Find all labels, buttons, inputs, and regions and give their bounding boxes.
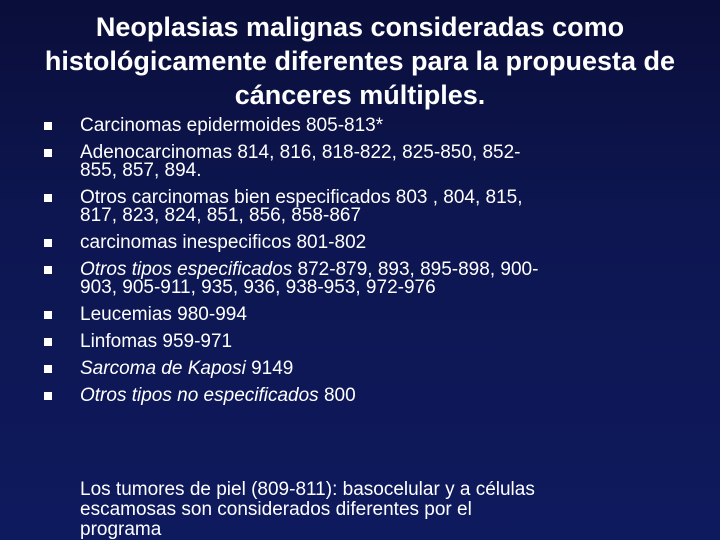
- bullet-text: 800: [318, 385, 356, 406]
- bullet-line: Adenocarcinomas 814, 816, 818-822, 825-850, 852-: [80, 142, 521, 163]
- bullet-line: Otros carcinomas bien especificados 803 , 804, 815,: [80, 187, 523, 208]
- square-bullet-icon: [44, 311, 52, 319]
- bullet-item: [40, 117, 680, 135]
- square-bullet-icon: [44, 266, 52, 274]
- bullet-list: [40, 117, 680, 414]
- square-bullet-icon: [44, 149, 52, 157]
- bullet-line: Leucemias 980-994: [80, 304, 247, 325]
- bullet-line: [80, 387, 680, 405]
- bullet-item: [40, 387, 680, 405]
- square-bullet-icon: [44, 365, 52, 373]
- bullet-item: [40, 360, 680, 378]
- square-bullet-icon: [44, 239, 52, 247]
- square-bullet-icon: [44, 392, 52, 400]
- slide-title: [20, 10, 700, 112]
- bullet-item: [40, 261, 680, 297]
- title-line: cánceres múltiples.: [234, 80, 486, 110]
- bullet-line: [80, 360, 680, 378]
- bullet-text: 9149: [245, 358, 294, 379]
- footnote-line: Los tumores de piel (809-811): basocelular y a células: [80, 480, 535, 500]
- footnote-line: escamosas son considerados diferentes por el: [80, 499, 472, 520]
- bullet-line: carcinomas inespecificos 801-802: [80, 232, 367, 253]
- square-bullet-icon: [44, 194, 52, 202]
- footnote: [80, 480, 680, 540]
- bullet-italic-text: Otros tipos especificados: [80, 259, 298, 280]
- footnote-line: programa: [80, 519, 162, 540]
- title-line: histológicamente diferentes para la propuesta de: [44, 46, 676, 76]
- bullet-item: [40, 144, 680, 180]
- bullet-line: 903, 905-911, 935, 936, 938-953, 972-976: [80, 277, 436, 298]
- bullet-line: 855, 857, 894.: [80, 160, 202, 181]
- bullet-italic-text: Sarcoma de Kaposi: [80, 358, 246, 379]
- square-bullet-icon: [44, 338, 52, 346]
- bullet-italic-text: Otros tipos no especificados: [80, 385, 319, 406]
- bullet-item: [40, 333, 680, 351]
- title-line: Neoplasias malignas consideradas como: [95, 12, 625, 42]
- bullet-item: [40, 306, 680, 324]
- bullet-line: 817, 823, 824, 851, 856, 858-867: [80, 205, 362, 226]
- bullet-item: [40, 234, 680, 252]
- bullet-item: [40, 189, 680, 225]
- bullet-text: 872-879, 893, 895-898, 900-: [297, 259, 539, 280]
- square-bullet-icon: [44, 122, 52, 130]
- bullet-line: Carcinomas epidermoides 805-813*: [80, 115, 384, 136]
- bullet-line: Linfomas 959-971: [80, 331, 233, 352]
